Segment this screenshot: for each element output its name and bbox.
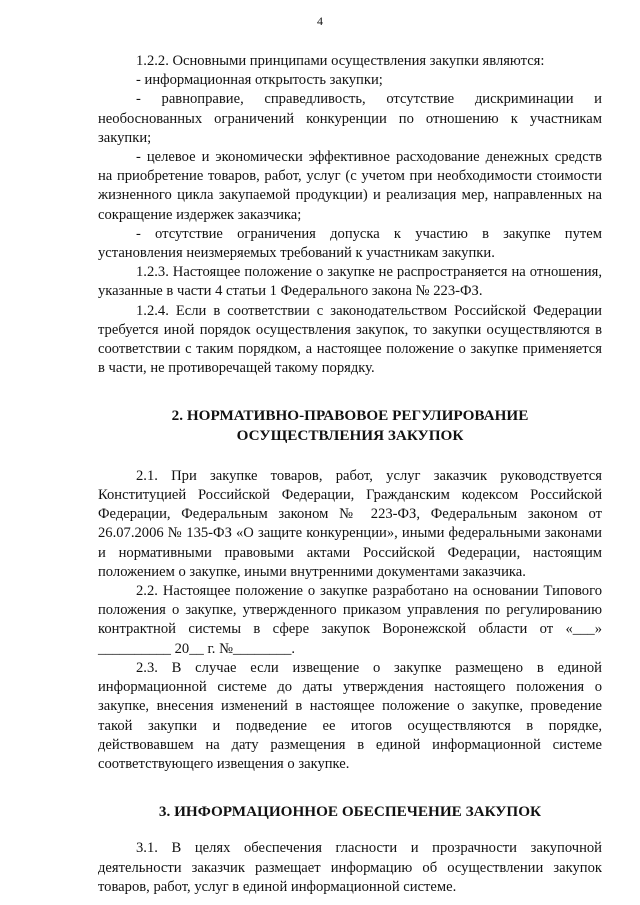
page-number: 4 [317, 14, 323, 28]
paragraph-1-2-2: 1.2.2. Основными принципами осуществления закупки являются: [136, 53, 545, 69]
section-2-heading-line2: ОСУЩЕСТВЛЕНИЯ ЗАКУПОК [236, 426, 464, 444]
principle-item: - отсутствие ограничения допуска к участию в закупке путем установления неизмеряемых требований к участникам закупки. [98, 225, 602, 262]
section-2-heading [98, 406, 602, 444]
paragraph-1-2-3: 1.2.3. Настоящее положение о закупке не распространяется на отношения, указанные в части 4 статьи 1 Федерального закона № 223-ФЗ. [98, 264, 602, 300]
paragraph-2-3: 2.3. В случае если извещение о закупке размещено в единой информационной системе до даты утверждения настоящего положения о закупке, внесения изменений в настоящее положение о закупке, проведение такой закупки и подведение ее итогов осуществляются в порядке, действовавшем на дату размещения в единой информационной системе соответствующего извещения о закупке. [98, 659, 602, 772]
paragraph-3-1: 3.1. В целях обеспечения гласности и прозрачности закупочной деятельности заказчик размещает информацию об осуществлении закупок товаров, работ, услуг в единой информационной системе. [98, 840, 602, 895]
paragraph-1-2-4: 1.2.4. Если в соответствии с законодательством Российской Федерации требуется иной порядок осуществления закупок, то закупки осуществляются в соответствии с таким порядком, а настоящее положение о закупке применяется в части, не противоречащей такому порядку. [98, 302, 602, 377]
principle-item: - целевое и экономически эффективное расходование денежных средств на приобретение товаров, работ, услуг (с учетом при необходимости стоимости жизненного цикла закупаемой продукции) и реализация мер, направленных на сокращение издержек заказчика; [98, 149, 602, 223]
paragraph-2-2: 2.2. Настоящее положение о закупке разработано на основании Типового положения о закупке, утвержденного приказом управления по регулированию контрактной системы в сфере закупок Воронежской области от «___» __________ 20__ г. №________. [98, 583, 602, 657]
principle-item: - равноправие, справедливость, отсутствие дискриминации и необоснованных ограничений конкуренции по отношению к участникам закупки; [98, 91, 602, 146]
principle-item: - информационная открытость закупки; [136, 72, 383, 89]
section-3-heading-text: 3. ИНФОРМАЦИОННОЕ ОБЕСПЕЧЕНИЕ ЗАКУПОК [158, 803, 542, 821]
section-3-heading [98, 802, 602, 821]
section-2-heading-line1: 2. НОРМАТИВНО-ПРАВОВОЕ РЕГУЛИРОВАНИЕ [171, 407, 529, 425]
paragraph-2-1: 2.1. При закупке товаров, работ, услуг заказчик руководствуется Конституцией Российской Федерации, Гражданским кодексом Российской Федерации, Федеральным законом № 223-ФЗ, Федеральным законом от 26.07.2006 № 135-ФЗ «О защите конкуренции», иными федеральными законами и нормативными правовыми актами Российской Федерации, настоящим положением о закупке, иными внутренними документами заказчика. [98, 467, 602, 580]
document-body [98, 52, 602, 897]
